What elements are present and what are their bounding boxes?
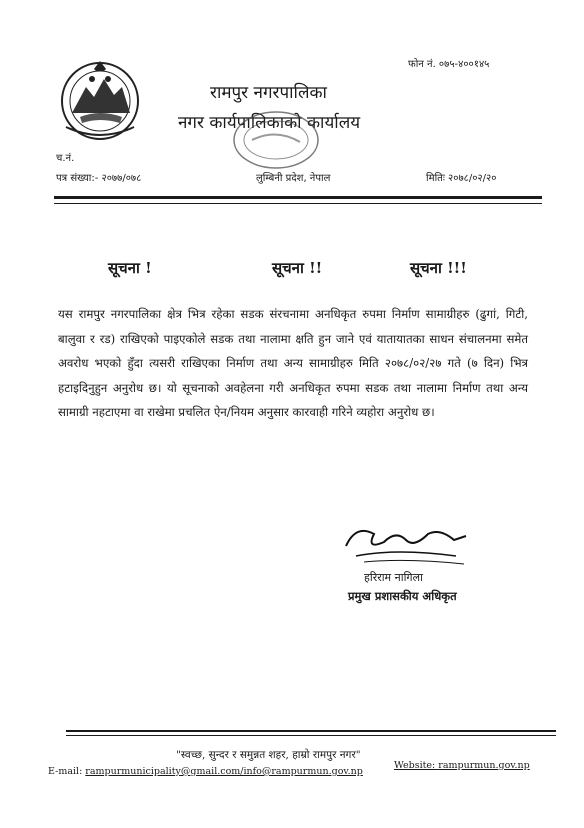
notice-heading-1: सूचना ! [108,259,152,277]
footer-website [394,760,530,771]
header-rule-thin [54,203,542,204]
email-link[interactable]: rampurmunicipality@gmail.com/info@rampurmun.gov.np [85,766,363,777]
footer-rule-thick [66,730,556,732]
signatory-name: हरिराम नागिला [364,571,423,584]
website-label: Website: [394,760,439,771]
organization-name: रामपुर नगरपालिका [210,83,327,103]
footer-email [48,766,363,777]
notice-heading-3: सूचना !!! [410,259,467,277]
address: लुम्बिनी प्रदेश, नेपाल [256,173,331,184]
notice-body: यस रामपुर नगरपालिका क्षेत्र भित्र रहेका सडक संरचनामा अनधिकृत रुपमा निर्माण सामाग्रीहरु (ढुगां, गिटी, बालुवा र रड) राखिएको पाइएकोले सडक तथा नालामा क्षति हुन जाने एवं यातायातका साधन संचालनमा समेत अवरोध भएको हुँदा त्यसरी राखिएका निर्माण तथा अन्य सामाग्रीहरु मिति २०७८/०२/२७ गते (७ दिन) भित्र हटाइदिनुहुन अनुरोध छ। यो सूचनाको अवहेलना गरी अनधिकृत रुपमा सडक तथा नालामा निर्माण तथा अन्य सामाग्री नहटाएमा वा राखेमा प्रचलित ऐन/नियम अनुसार कारवाही गरिने व्यहोरा अनुरोध छ। [58,307,528,420]
phone-number: फोन नं. ०७५-४००१४५ [408,59,490,70]
signatory-title: प्रमुख प्रशासकीय अधिकृत [348,589,457,603]
office-name: नगर कार्यपालिकाको कार्यालय [178,113,361,133]
notice-heading-2: सूचना !! [272,259,323,277]
office-stamp [226,104,326,174]
letter-date: मितिः २०७८/०२/२० [426,173,497,184]
letter-number: पत्र संख्या:- २०७७/०७८ [56,173,142,184]
reference-label: च.नं. [56,153,75,164]
nepal-government-emblem [50,57,150,143]
email-label: E-mail: [48,766,86,777]
footer-rule-thin [66,735,556,736]
header-rule-thick [54,196,542,199]
footer-slogan: "स्वच्छ, सुन्दर र समुन्नत शहर, हाम्रो रामपुर नगर" [176,749,361,761]
website-link[interactable]: rampurmun.gov.np [438,760,530,771]
